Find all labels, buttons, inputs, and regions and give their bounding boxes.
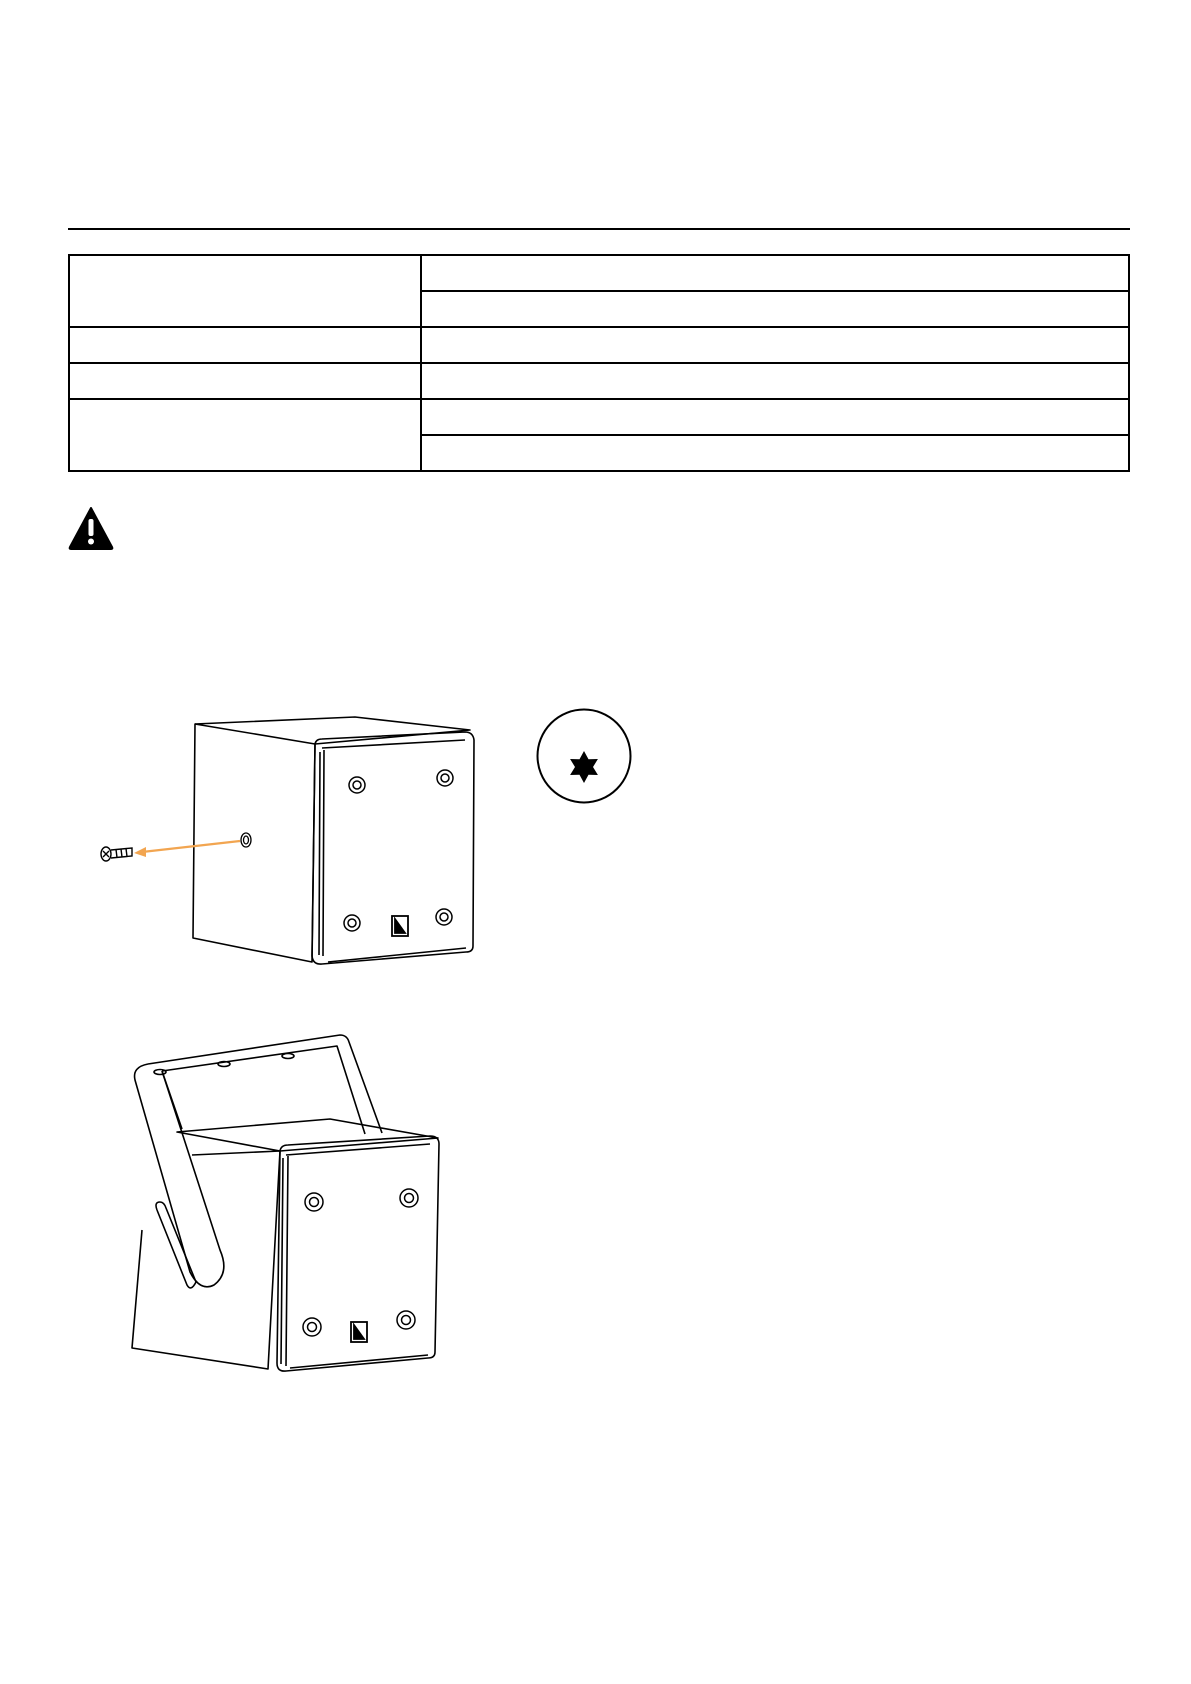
speaker-side-face — [132, 1151, 280, 1369]
brand-logo-icon — [351, 1322, 367, 1342]
table-row — [69, 399, 1129, 435]
removal-arrow — [134, 841, 240, 857]
speaker-side-face — [193, 724, 315, 962]
warning-triangle-icon — [68, 506, 114, 550]
torx-star-driver-icon — [535, 707, 633, 805]
speaker-with-bracket-figure — [90, 1030, 470, 1410]
table-cell-value — [421, 255, 1129, 291]
front-screw-holes — [344, 770, 453, 931]
table-cell-value — [421, 327, 1129, 363]
table-cell-value — [421, 363, 1129, 399]
front-screw-holes — [303, 1189, 418, 1336]
table-cell-value — [421, 291, 1129, 327]
brand-logo-icon — [392, 916, 408, 936]
bracket-top-edge — [148, 1035, 382, 1133]
section-rule — [68, 228, 1130, 230]
table-cell-value — [421, 435, 1129, 471]
screw-icon — [101, 847, 132, 861]
table-row — [69, 363, 1129, 399]
speaker-front-face — [312, 732, 474, 964]
table-cell-value — [421, 399, 1129, 435]
table-row — [69, 255, 1129, 291]
table-cell-label — [69, 255, 421, 327]
spec-table — [68, 254, 1130, 472]
table-cell-label — [69, 327, 421, 363]
table-cell-label — [69, 363, 421, 399]
table-cell-label — [69, 399, 421, 471]
table-row — [69, 327, 1129, 363]
side-screw-hole — [241, 833, 251, 847]
bracket-arm — [135, 1064, 224, 1287]
